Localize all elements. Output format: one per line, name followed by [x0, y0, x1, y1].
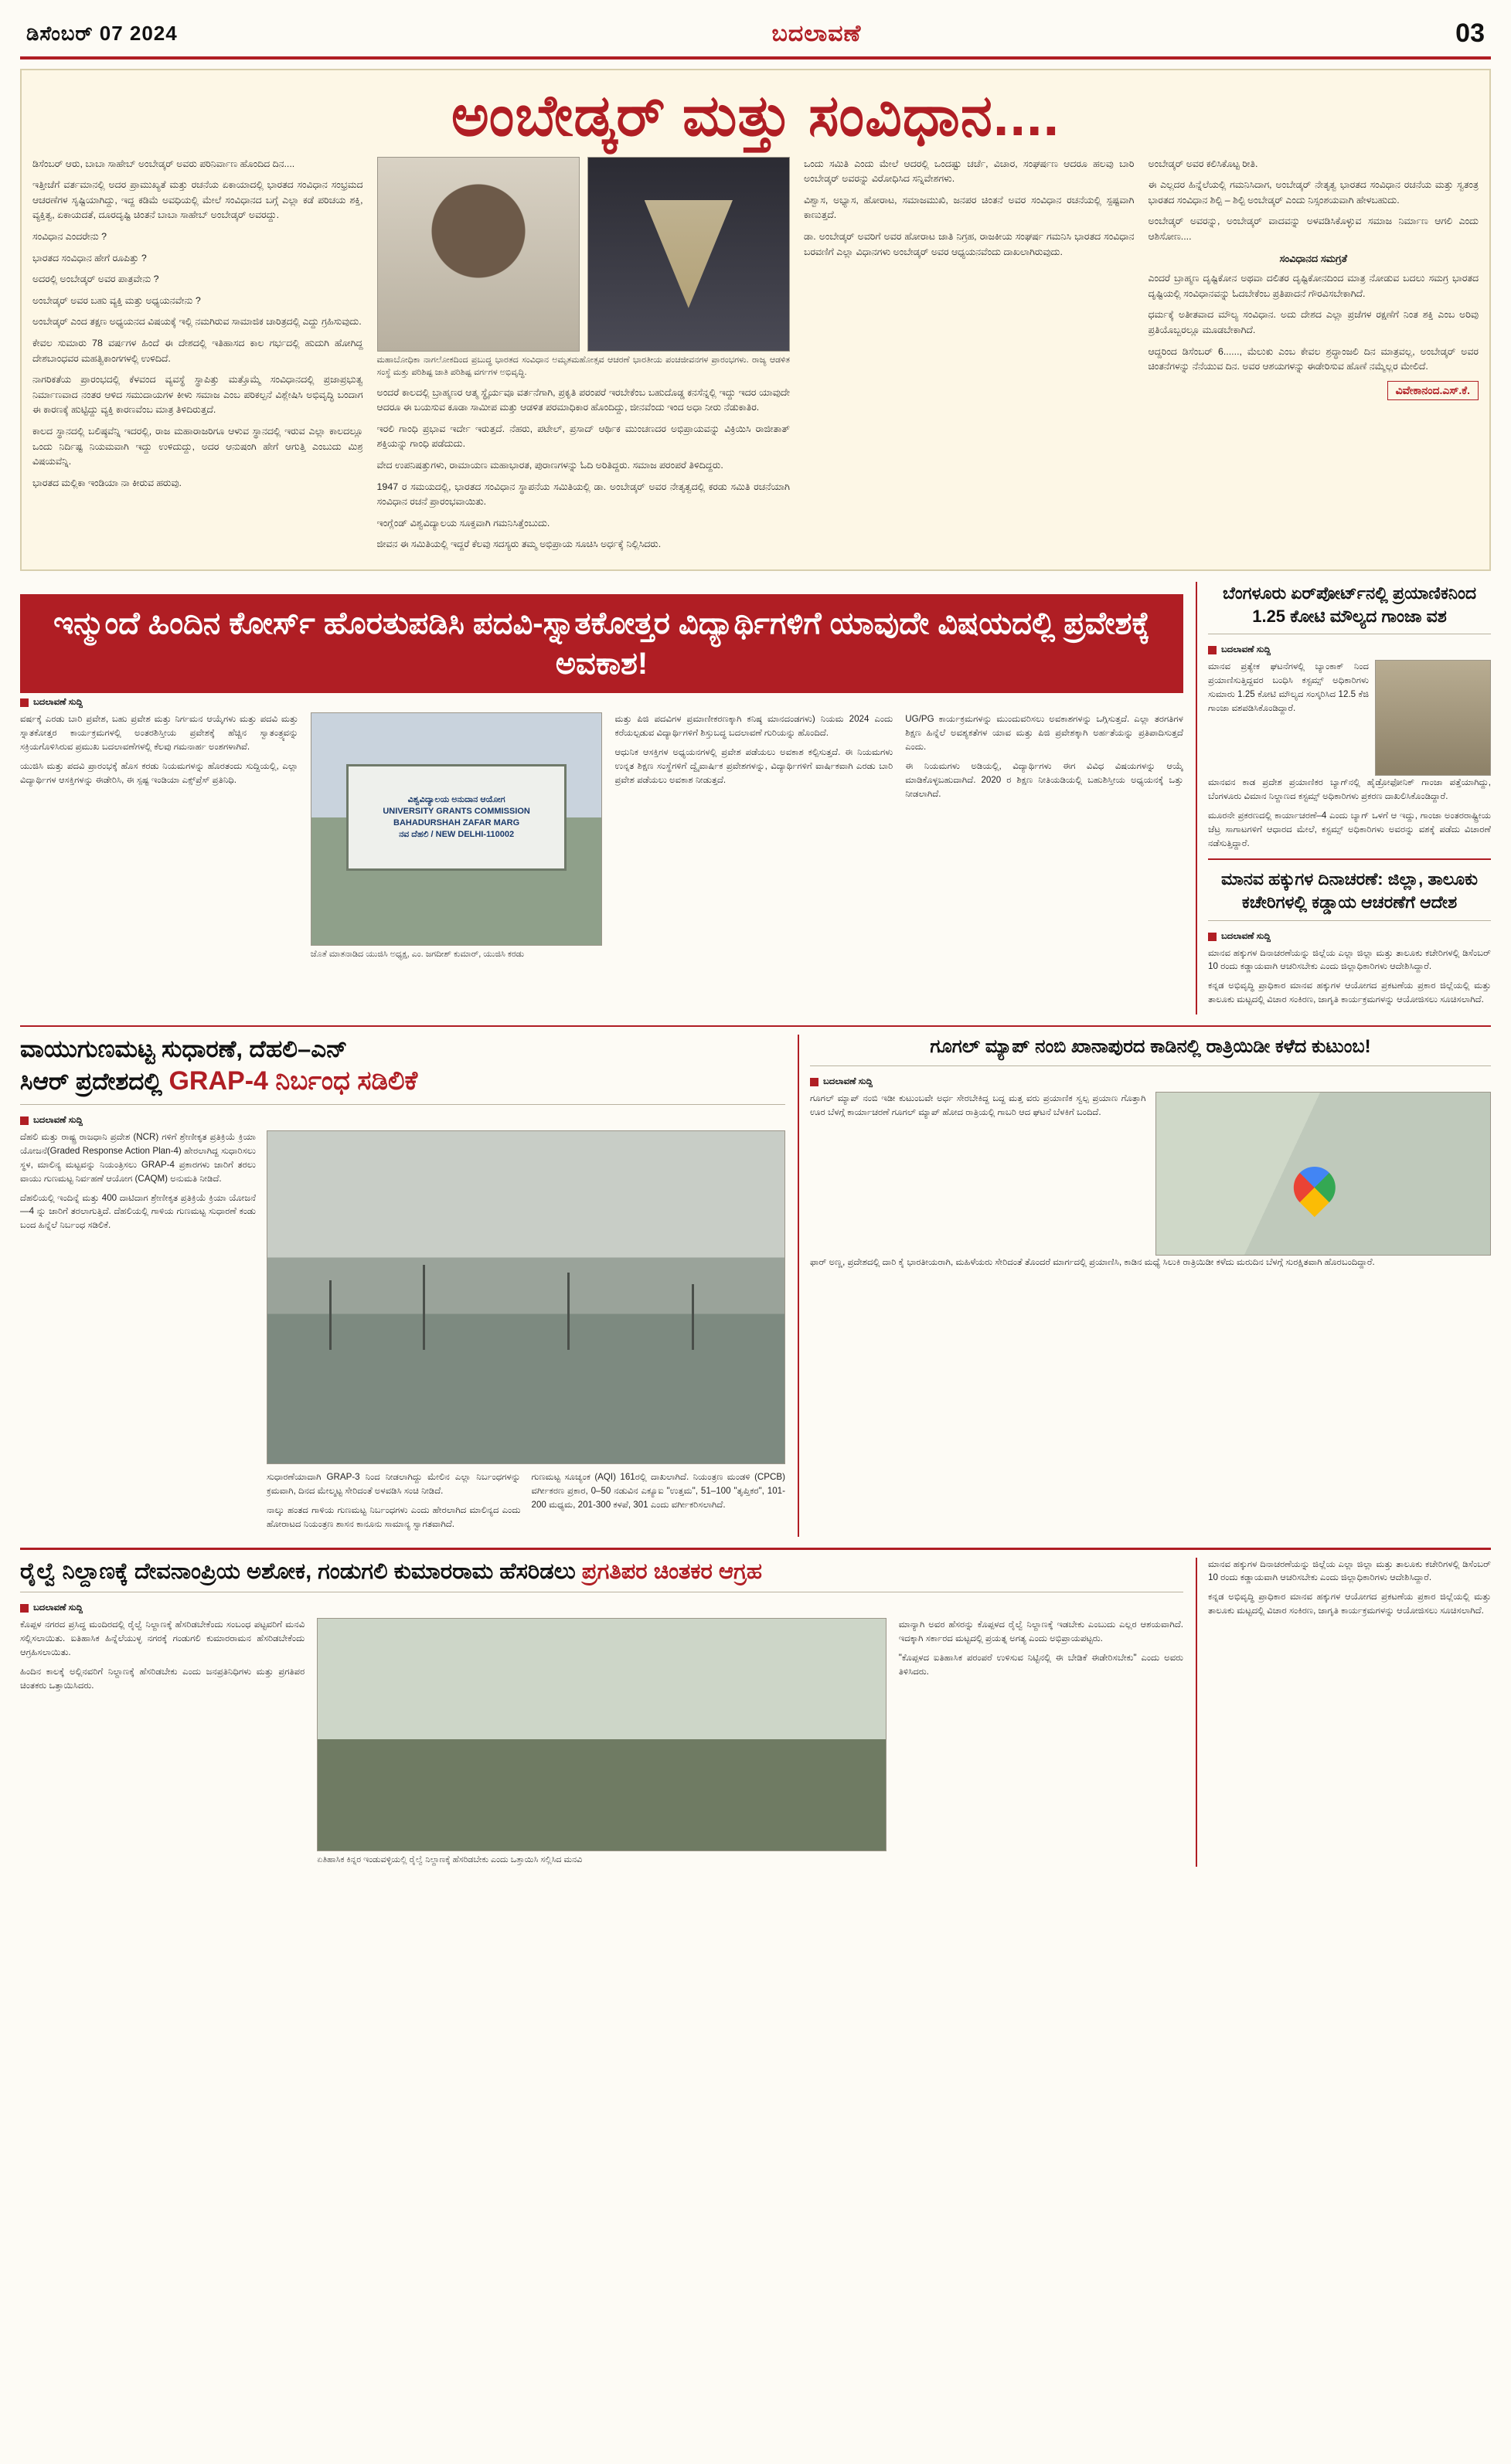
lead-col1-p8: ಕೇವಲ ಸುಮಾರು 78 ವರ್ಷಗಳ ಹಿಂದೆ ಈ ದೇಶದಲ್ಲಿ ಇತಿಹಾಸದ ಕಾಲ ಗರ್ಭದಲ್ಲಿ ಹುದುಗಿ ಹೋಗಿದ್ದ ದೇಶಬಾಂಧವರ ಮಹತ್ವಿಕಾಂಗಗಳಲ್ಲಿ ಉಳಿದಿದೆ.	[32, 338, 363, 364]
ganja-source-tag	[1208, 645, 1271, 655]
human-rights-source-tag	[1208, 932, 1271, 942]
byline	[1148, 381, 1479, 400]
lead-article	[20, 69, 1491, 571]
map-pin-icon	[1285, 1158, 1343, 1217]
lead-col4-p6: ಆದ್ದರಿಂದ ಡಿಸೆಂಬರ್ 6......, ಮೆಲುಕು ಎಂಬ ಕೇವಲ ಶ್ರದ್ಧಾಂಜಲಿ ದಿನ ಮಾತ್ರವಲ್ಲ, ಅಂಬೇಡ್ಕರ್ ಅವರ ಚಿಂತನೆಗಳನ್ನು ನೆನೆಯುವ ದಿನ. ಅವರ ಆಶಯಗಳನ್ನು ಈಡೇರಿಸುವ ಹೊಣೆ ನಮ್ಮೆಲ್ಲರ ಮೇಲಿದೆ.	[1148, 345, 1479, 372]
lead-col1-p4: ಭಾರತದ ಸಂವಿಧಾನ ಹೇಗೆ ರೂಪಿತ್ತು ?	[32, 252, 147, 263]
railway-headline-accent: ಪ್ರಗತಿಪರ ಚಿಂತಕರ ಆಗ್ರಹ	[581, 1558, 763, 1584]
railway-article	[20, 1558, 1183, 1867]
grap-gmap-row	[20, 1025, 1491, 1536]
ganja-col1-p1: ಮಾನವ ಪ್ರತ್ಯೇಕ ಘಟನೆಗಳಲ್ಲಿ ಬ್ಯಾಂಕಾಕ್ ನಿಂದ ಪ್ರಯಾಣಿಸುತ್ತಿದ್ದವರ ಬಂಧಿಸಿ ಕಸ್ಟಮ್ಸ್ ಅಧಿಕಾರಿಗಳು ಸುಮಾರು 1.25 ಕೋಟಿ ಮೌಲ್ಯದ ಸಂಸ್ಕರಿಸಿದ 12.5 ಕೆಜಿ ಗಾಂಜಾ ವಶಪಡಿಸಿಕೊಂಡಿದ್ದಾರೆ.	[1208, 661, 1369, 714]
ugc-col3-p2: ಈ ನಿಯಮಗಳು ಅಡಿಯಲ್ಲಿ, ವಿದ್ಯಾರ್ಥಿಗಳು ಈಗ ವಿವಿಧ ವಿಷಯಗಳನ್ನು ಆಯ್ಕೆ ಮಾಡಿಕೊಳ್ಳಬಹುದಾಗಿದೆ. 2020 ರ ಶಿಕ್ಷಣ ನೀತಿಯಡಿಯಲ್ಲಿ ಬಹುಶಿಸ್ತೀಯ ಅಧ್ಯಯನಕ್ಕೆ ಒತ್ತು ನೀಡಲಾಗಿದೆ.	[905, 760, 1183, 799]
byline-name: ವಿವೇಕಾನಂದ.ಎಸ್.ಕೆ.	[1387, 381, 1479, 400]
railway-col2-p1: ಮಾನ್ಯಾಗಿ ಅವರ ಹೆಸರನ್ನು ಕೊಪ್ಪಳದ ರೈಲ್ವೆ ನಿಲ್ದಾಣಕ್ಕೆ ಇಡಬೇಕು ಎಂಬುದು ಎಲ್ಲರ ಆಶಯವಾಗಿದೆ. ಇದಕ್ಕಾಗಿ ಸರ್ಕಾರದ ಮಟ್ಟದಲ್ಲಿ ಪ್ರಯತ್ನ ಅಗತ್ಯ ಎಂದು ಅಭಿಪ್ರಾಯಪಟ್ಟರು.	[898, 1619, 1183, 1643]
human-rights-source-label: ಬದಲಾವಣೆ ಸುದ್ದಿ	[1221, 931, 1271, 941]
hr-cont-p2: ಕನ್ನಡ ಅಭಿವೃದ್ಧಿ ಪ್ರಾಧಿಕಾರ ಮಾನವ ಹಕ್ಕುಗಳ ಆಯೋಗದ ಪ್ರಕಟಣೆಯ ಪ್ರಕಾರ ಜಿಲ್ಲೆಯಲ್ಲಿ ಮತ್ತು ತಾಲೂಕು ಮಟ್ಟದಲ್ಲಿ ವಿಚಾರ ಸಂಕಿರಣ, ಜಾಗೃತಿ ಕಾರ್ಯಕ್ರಮಗಳನ್ನು ಆಯೋಜಿಸಲು ಸೂಚಿಸಲಾಗಿದೆ.	[1208, 1592, 1491, 1616]
lead-col1-p6: ಅಂಬೇಡ್ಕರ್ ಅವರ ಬಹು ವ್ಯಕ್ತಿ ಮತ್ತು ಅಧ್ಯಯನವೇನು ?	[32, 294, 201, 306]
grap-cyclists-photo	[267, 1130, 785, 1464]
grap-col3-p1: ಗುಣಮಟ್ಟ ಸೂಚ್ಯಂಕ (AQI) 161ರಲ್ಲಿ ದಾಖಲಾಗಿದೆ. ನಿಯಂತ್ರಣ ಮಂಡಳಿ (CPCB) ವರ್ಗೀಕರಣ ಪ್ರಕಾರ, 0–50 ನಡುವಿನ ಎಕ್ಯೂಐ "ಉತ್ತಮ", 51–100 "ತೃಪ್ತಿಕರ", 101-200 ಮಧ್ಯಮ, 201-300 ಕಳಪೆ, 301 ಎಂದು ವರ್ಗೀಕರಿಸಲಾಗಿದೆ.	[531, 1471, 785, 1510]
constitution-book-photo	[587, 157, 790, 352]
railway-right-continuation	[1196, 1558, 1491, 1867]
lead-col4-p2: ಈ ಎಲ್ಲದರ ಹಿನ್ನೆಲೆಯಲ್ಲಿ ಗಮನಿಸಿದಾಗ, ಅಂಬೇಡ್ಕರ್ ನೇತೃತ್ವ ಭಾರತದ ಸಂವಿಧಾನ ರಚನೆಯ ಮತ್ತು ಸ್ವತಂತ್ರ ಭಾರತದ ಸಂವಿಧಾನ ಶಿಲ್ಪಿ – ಶಿಲ್ಪಿ ಅಂಬೇಡ್ಕರ್ ಎಂದು ನಿಸ್ಸಂಶಯವಾಗಿ ಹೇಳಬಹುದು.	[1148, 179, 1479, 206]
ugc-col1-p2: ಯುಜಿಸಿ ಮತ್ತು ಪದವಿ ಪ್ರಾರಂಭಕ್ಕೆ ಹೊಸ ಕರಡು ನಿಯಮಗಳನ್ನು ಹೊರತಂದು ಸುದ್ದಿಯಲ್ಲಿ, ಎಲ್ಲಾ ವಿದ್ಯಾರ್ಥಿಗಳ ಆಸಕ್ತಿಗಳನ್ನು ಈಡೇರಿಸಿ, ಈ ಸ್ಪಷ್ಟ ಇಂಡಿಯಾ ಎಕ್ಸ್‌ಪ್ರೆಸ್ ಪ್ರತಿನಿಧಿ.	[20, 760, 298, 785]
mid-section	[20, 582, 1491, 1014]
lead-photo-caption: ಮಹಾಬೋಧಿಕಾ ನಾಗಲೋಕದಿಂದ ಪ್ರಬುದ್ಧ ಭಾರತದ ಸಂವಿಧಾನ ಅಮೃತಮಹೋತ್ಸವ ಆಚರಣೆ ಭಾರತೀಯ ಪಂಚಜೀವನಗಳ ಪ್ರಾರಂಭಗಳು. ರಾಜ್ಯ ಆಡಳಿತ ಸಂಸ್ಥೆ ಮತ್ತು ಪರಿಶಿಷ್ಟ ಜಾತಿ ಪರಿಶಿಷ್ಟ ವರ್ಗಗಳ ಅಭಿವೃದ್ಧಿ.	[376, 355, 790, 377]
lead-col1-p5: ಅದರಲ್ಲಿ ಅಂಬೇಡ್ಕರ್ ಅವರ ಪಾತ್ರವೇನು ?	[32, 274, 159, 285]
railway-headline-main: ರೈಲ್ವೆ ನಿಲ್ದಾಣಕ್ಕೆ ದೇವನಾಂಪ್ರಿಯ ಅಶೋಕ, ಗಂಡುಗಲಿ ಕುಮಾರರಾಮ ಹೆಸರಿಡಲು	[20, 1558, 576, 1584]
gmap-source-tag	[810, 1077, 873, 1087]
grap-source-label: ಬದಲಾವಣೆ ಸುದ್ದಿ	[33, 1115, 83, 1125]
railway-source-label: ಬದಲಾವಣೆ ಸುದ್ದಿ	[33, 1602, 83, 1613]
grap-headline	[20, 1035, 785, 1097]
ugc-signboard-photo	[311, 712, 603, 946]
grap-source-tag	[20, 1116, 83, 1126]
ugc-col3-p1: UG/PG ಕಾರ್ಯಕ್ರಮಗಳನ್ನು ಮುಂದುವರಿಸಲು ಅವಕಾಶಗಳನ್ನು ಒಗ್ಗಿಸುತ್ತದೆ. ಎಲ್ಲಾ ತರಗತಿಗಳ ಶಿಕ್ಷಣ ಹಿನ್ನೆಲೆ ಅವಶ್ಯಕತೆಗಳ ಯಾವ ಮತ್ತು ಪಿಜಿ ಪ್ರವೇಶಕ್ಕಾಗಿ ಅರ್ಹತೆಯನ್ನು ಪ್ರತಿಪಾದಿಸುತ್ತದೆ ಎಂದು.	[905, 713, 1183, 752]
ugc-col2-p1: ಮತ್ತು ಪಿಜಿ ಪದವಿಗಳ ಪ್ರಮಾಣೀಕರಣಕ್ಕಾಗಿ ಕನಿಷ್ಠ ಮಾನದಂಡಗಳು) ನಿಯಮ 2024 ಎಂದು ಕರೆಯಲ್ಪಡುವ ವಿದ್ಯಾರ್ಥಿಗಳಿಗೆ ಶಿಸ್ತುಬದ್ಧ ಬದಲಾವಣೆ ಗುರಿಯನ್ನು ಹೊಂದಿದೆ.	[614, 713, 893, 738]
lead-col3-p3: ಡಾ. ಅಂಬೇಡ್ಕರ್ ಅವರಿಗೆ ಅವರ ಹೋರಾಟ ಜಾತಿ ನಿಗ್ರಹ, ರಾಜಕೀಯ ಸಂಘರ್ಷ ಗಮನಿಸಿ ಭಾರತದ ಸಂವಿಧಾನ ಬರವಣಿಗೆ ಎಲ್ಲಾ ವಿಧಾನಗಳು ಅಂಬೇಡ್ಕರ್ ಅವರ ಆಧ್ಯಯನವೆಂದು ದಾಖಲಾಗಿರುವುದು.	[803, 231, 1135, 257]
railway-section	[20, 1548, 1491, 1867]
lead-col2-p6: ಜೀವನ ಈ ಸಮಿತಿಯಲ್ಲಿ ಇದ್ದರೆ ಕೆಲವು ಸದಸ್ಯರು ತಮ್ಮ ಅಭಿಪ್ರಾಯ ಸೂಚಿಸಿ ಅರ್ಧಕ್ಕೆ ನಿಲ್ಲಿಸಿದರು.	[376, 539, 662, 550]
ganja-article	[1208, 582, 1491, 851]
railway-source-tag	[20, 1603, 83, 1613]
lead-col4-p1: ಅಂಬೇಡ್ಕರ್ ಅವರ ಕಲಿಸಿಕೊಟ್ಟ ರೀತಿ.	[1148, 158, 1258, 169]
grap-col2-p2: ನಾಲ್ಕು ಹಂತದ ಗಾಳಿಯ ಗುಣಮಟ್ಟ ನಿರ್ಬಂಧಗಳು ಎಂದು ಹೇರಲಾಗಿದ ಮಾಲಿನ್ಯದ ಎಂದು ಹೋರಾಟದ ನಿಯಂತ್ರಣ ಶಾಸನ ಕಾನೂನು ಸಾಮಾನ್ಯ ಸ್ವಾಗತವಾಗಿದೆ.	[267, 1504, 521, 1529]
ambedkar-portrait-photo	[377, 157, 580, 352]
ugc-col1-p1: ವರ್ಷಕ್ಕೆ ಎರಡು ಬಾರಿ ಪ್ರವೇಶ, ಬಹು ಪ್ರವೇಶ ಮತ್ತು ನಿರ್ಗಮನ ಆಯ್ಕೆಗಳು ಮತ್ತು ಪದವಿ ಮತ್ತು ಸ್ನಾತಕೋತ್ತರ ಕಾರ್ಯಕ್ರಮಗಳಲ್ಲಿ ಅಂತರಶಿಸ್ತೀಯ ಪ್ರವೇಶಕ್ಕೆ ಹೆಚ್ಚಿನ ಸ್ವಾತಂತ್ರ್ಯವನ್ನು ಸಕ್ರಿಯಗೊಳಿಸಿರುವ ಪ್ರಮುಖ ಬದಲಾವಣೆಗಳಲ್ಲಿ ಕೆಲವು ಗಮನಾರ್ಹ ಅಂಶಗಳಾಗಿವೆ.	[20, 713, 298, 752]
gmap-col1-p2: ಫಾರ್ ಅಣ್ಣ, ಪ್ರದೇಶದಲ್ಲಿ ದಾರಿ ಕೈ ಭಾರತೀಯರಾಗಿ, ಮಹಿಳೆಯರು ಸೇರಿದಂತೆ ತೊಂದರೆ ಮಾರ್ಗದಲ್ಲಿ ಪ್ರಯಾಣಿಸಿ, ಕಾಡಿನ ಮಧ್ಯೆ ಸಿಲುಕಿ ರಾತ್ರಿಯಿಡೀ ಕಳೆದು ಮರುದಿನ ಬೆಳಗ್ಗೆ ಸುರಕ್ಷಿತವಾಗಿ ಹೊರಬಂದಿದ್ದಾರೆ.	[810, 1256, 1375, 1267]
human-rights-headline: ಮಾನವ ಹಕ್ಕುಗಳ ದಿನಾಚರಣೆ: ಜಿಲ್ಲಾ, ತಾಲೂಕು ಕಚೇರಿಗಳಲ್ಲಿ ಕಡ್ಡಾಯ ಆಚರಣೆಗೆ ಆದೇಶ	[1221, 869, 1478, 912]
gmap-screenshot-photo	[1155, 1092, 1492, 1256]
ganja-col1-p3: ಮೂರನೇ ಪ್ರಕರಣದಲ್ಲಿ ಕಾರ್ಯಾಚರಣೆ–4 ಎಂದು ಬ್ಯಾಗ್ ಒಳಗೆ ಆ ಇದ್ದು, ಗಾಂಜಾ ಅಂತರರಾಷ್ಟ್ರೀಯ ಜೆಟ್ರ ಸಾಗಾಟಗಳಿಗೆ ಆಧಾರದ ಮೇಲೆ, ಕಸ್ಟಮ್ಸ್ ಅಧಿಕಾರಿಗಳು ಅವರನ್ನು ವಶಕ್ಕೆ ಪಡೆದು ವಿಚಾರಣೆ ನಡೆಸುತ್ತಿದ್ದಾರೆ.	[1208, 811, 1491, 849]
ugc-board-line4: ನವ ದೆಹಲಿ / NEW DELHI-110002	[399, 829, 515, 839]
lead-col1-p1: ಡಿಸೆಂಬರ್ ಆರು, ಬಾಬಾ ಸಾಹೇಬ್ ಅಂಬೇಡ್ಕರ್ ಅವರು ಪರಿನಿರ್ವಾಣ ಹೊಂದಿದ ದಿನ....	[32, 158, 295, 169]
grap-col1-p2: ದೆಹಲಿಯಲ್ಲಿ ಇಂದಿನ್ನೆ ಮತ್ತು 400 ದಾಟಿದಾಗ ಶ್ರೇಣೀಕೃತ ಪ್ರತಿಕ್ರಿಯೆ ಕ್ರಿಯಾ ಯೋಜನೆ—4 ನ್ನು ಜಾರಿಗೆ ತರಲಾಗುತ್ತಿದೆ. ದೆಹಲಿಯಲ್ಲಿ ಗಾಳಿಯ ಗುಣಮಟ್ಟ ಸುಧಾರಣೆ ಕಂಡು ಬಂದ ಹಿನ್ನೆಲೆ ನಿರ್ಬಂಧ ಸಡಿಲಿಕೆ.	[20, 1192, 256, 1231]
ugc-source-label: ಬದಲಾವಣೆ ಸುದ್ದಿ	[33, 697, 83, 707]
lead-col2-p4: 1947 ರ ಸಮಯದಲ್ಲಿ, ಭಾರತದ ಸಂವಿಧಾನ ಸ್ಥಾಪನೆಯ ಸಮಿತಿಯಲ್ಲಿ ಡಾ. ಅಂಬೇಡ್ಕರ್ ಅವರ ನೇತೃತ್ವದಲ್ಲಿ ಕರಡು ಸಮಿತಿ ರಚನೆಯಾಗಿ ಸಂವಿಧಾನ ರಚನೆ ಪ್ರಾರಂಭವಾಯಿತು.	[376, 481, 790, 508]
newspaper-brand: ಬದಲಾವಣೆ	[771, 20, 862, 46]
publication-date: ಡಿಸೆಂಬರ್ 07 2024	[26, 21, 178, 45]
grap-headline-line1: ವಾಯುಗುಣಮಟ್ಟ ಸುಧಾರಣೆ, ದೆಹಲಿ–ಎನ್	[20, 1035, 348, 1063]
source-marker-icon	[20, 1116, 29, 1125]
lead-col3-p1: ಒಂದು ಸಮಿತಿ ಎಂದು ಮೇಲೆ ಆದರಲ್ಲಿ ಒಂದಷ್ಟು ಚರ್ಚೆ, ವಿಚಾರ, ಸಂಘರ್ಷಣ ಆದರೂ ಹಲವು ಬಾರಿ ಅಂಬೇಡ್ಕರ್ ಅವರನ್ನು ವಿರೋಧಿಸಿದ ಸನ್ನಿವೇಶಗಳು.	[803, 158, 1135, 185]
lead-col3-p2: ವಿಶ್ವಾಸ, ಅಭ್ಯಾಸ, ಹೋರಾಟ, ಸಮಾಜಮುಖಿ, ಜನಪರ ಚಿಂತನೆ ಅವರ ಸಂವಿಧಾನ ರಚನೆಯಲ್ಲಿ ಸ್ಪಷ್ಟವಾಗಿ ಕಾಣುತ್ತದೆ.	[803, 194, 1135, 221]
page-number: 03	[1455, 19, 1485, 48]
ugc-source-tag	[20, 698, 83, 708]
grap-col1-p1: ದೆಹಲಿ ಮತ್ತು ರಾಷ್ಟ್ರ ರಾಜಧಾನಿ ಪ್ರದೇಶ (NCR) ಗಳಿಗೆ ಶ್ರೇಣೀಕೃತ ಪ್ರತಿಕ್ರಿಯೆ ಕ್ರಿಯಾ ಯೋಜನೆ(Graded Response Action Plan-4) ಹೇರಲಾಗಿದ್ದ ಸುಧಾರಿಸಲು ಸ್ಥಳ, ಮಾಲಿನ್ಯ ಮಟ್ಟವನ್ನು ನಿಯಂತ್ರಿಸಲು GRAP-4 ಪ್ರಕಾರಗಳು ಜಾರಿಗೆ ತರಲು ವಾಯು ಗುಣಮಟ್ಟ ನಿರ್ವಹಣೆ ಆಯೋಗ (CAQM) ಅನುಮತಿ ನೀಡಿದೆ.	[20, 1131, 256, 1184]
lead-col2-p1: ಅಂದರೆ ಕಾಲದಲ್ಲಿ ಬ್ರಾಹ್ಮಣರ ಆತ್ಮ ಸ್ಥೈರ್ಯವೂ ವರ್ತನೆಗಾಗಿ, ಪ್ರಕೃತಿ ಪರಂಪರೆ ಇರಬೇಕೆಂಬ ಬಹುದೊಡ್ಡ ಕನಸೆನ್ನಲ್ಲಿ ಇದ್ದು ಇದರ ಯಾವುದೇ ಆದರೂ ಈ ಬಯಸುವ ಕೂಡಾ ಸಾಮೀಪ ಮತ್ತು ಆಡಳಿತ ಪರಮಾಧಿಕಾರ ಹೊಂದಿದ್ದು, ಜೀನವೆಂದು ಇಂದ ಅಧಾ ನೀರು ನೆಡುಕಾತಿರ.	[376, 386, 790, 413]
hr-cont-p1: ಮಾನವ ಹಕ್ಕುಗಳ ದಿನಾಚರಣೆಯನ್ನು ಜಿಲ್ಲೆಯ ಎಲ್ಲಾ ಜಿಲ್ಲಾ ಮತ್ತು ತಾಲೂಕು ಕಚೇರಿಗಳಲ್ಲಿ ಡಿಸೆಂಬರ್ 10 ರಂದು ಕಡ್ಡಾಯವಾಗಿ ಆಚರಿಸಬೇಕು ಎಂದು ಜಿಲ್ಲಾಧಿಕಾರಿಗಳು ಆದೇಶಿಸಿದ್ದಾರೆ.	[1208, 1558, 1491, 1583]
lead-col4-p4: ಎಂದರೆ ಬ್ರಾಹ್ಮಣ ದೃಷ್ಟಿಕೋನ ಅಥವಾ ದಲಿತರ ದೃಷ್ಟಿಕೋನದಿಂದ ಮಾತ್ರ ನೋಡುವ ಬದಲು ಸಮಗ್ರ ಭಾರತದ ದೃಷ್ಟಿಯಲ್ಲಿ ಸಂವಿಧಾನವನ್ನು ಓದಬೇಕೆಂಬ ಪ್ರತಿಪಾದನೆ ಗೌರವಿಸಬೇಕಾಗಿದೆ.	[1148, 273, 1479, 299]
railway-group-photo	[317, 1618, 887, 1851]
human-rights-article	[1208, 858, 1491, 1007]
source-marker-icon	[1208, 646, 1217, 654]
railway-col1-p2: ಹಿಂದಿನ ಕಾಲಕ್ಕೆ ಅಲ್ಲಿನವರಿಗೆ ನಿಲ್ದಾಣಕ್ಕೆ ಹೆಸರಿಡಬೇಕು ಎಂದು ಜನಪ್ರತಿನಿಧಿಗಳು ಮತ್ತು ಪ್ರಗತಿಪರ ಚಿಂತಕರು ಒತ್ತಾಯಿಸಿದರು.	[20, 1666, 305, 1691]
right-rail	[1196, 582, 1491, 1014]
source-marker-icon	[20, 698, 29, 707]
source-marker-icon	[20, 1604, 29, 1613]
lead-col2-p5: ಇಂಗ್ಲೆಂಡ್ ವಿಶ್ವವಿದ್ಯಾಲಯ ಸೂಕ್ತವಾಗಿ ಗಮನಿಸಿತ್ತೆಂಬುದು.	[376, 517, 550, 528]
gmap-source-label: ಬದಲಾವಣೆ ಸುದ್ದಿ	[823, 1076, 873, 1086]
lead-col1-p3: ಸಂವಿಧಾನ ಎಂದರೇನು ?	[32, 231, 107, 243]
lead-col1-p7: ಅಂಬೇಡ್ಕರ್ ಎಂದ ತಕ್ಷಣ ಅಧ್ಯಯನದ ವಿಷಯಕ್ಕೆ ಇಲ್ಲಿ ನಮಗಿರುವ ಸಾಮಾಜಿಕ ಚಾರಿತ್ರದಲ್ಲಿ ಎದ್ದು ಗ್ರಹಿಸುವುದು.	[32, 316, 362, 328]
grap-article	[20, 1035, 785, 1536]
lead-col2-p2: ಇರಲಿ ಗಾಂಧಿ ಪ್ರಭಾವ ಇರ್ದೇ ಇರುತ್ತದೆ. ನೆಹರು, ಪಟೇಲ್, ಪ್ರಸಾದ್ ಆರ್ಥಿಕ ಮುಂಚಣದರ ಅಭಿಪ್ರಾಯವನ್ನು ವಿಕ್ರಿಯಿಸಿ ರಾಜೀತಾತ್ ಶಕ್ತಿಯನ್ನು ಗಾಂಧಿ ಪಡೆದುದು.	[376, 423, 790, 450]
ugc-photo-caption: ಜೊತೆ ಮಾತನಾಡಿದ ಯುಜಿಸಿ ಅಧ್ಯಕ್ಷ, ಎಂ. ಜಗದೀಶ್ ಕುಮಾರ್, ಯುಜಿಸಿ ಕರಡು	[310, 949, 525, 959]
ganja-col1-p2: ಮಾನವನ ಕಾಡ ಪ್ರದೇಶ ಪ್ರಯಾಣಿಕರ ಬ್ಯಾಗ್‌ನಲ್ಲಿ ಹೈಡ್ರೋಫೋನಿಕ್ ಗಾಂಜಾ ಪತ್ತೆಯಾಗಿದ್ದು, ಬೆಂಗಳೂರು ವಿಮಾನ ನಿಲ್ದಾಣದ ಕಸ್ಟಮ್ಸ್ ಅಧಿಕಾರಿಗಳು ಪ್ರಕರಣ ದಾಖಲಿಸಿಕೊಂಡಿದ್ದಾರೆ.	[1208, 777, 1491, 802]
railway-headline	[20, 1558, 1183, 1585]
lead-col4-p3: ಅಂಬೇಡ್ಕರ್ ಅವರನ್ನು, ಅಂಬೇಡ್ಕರ್ ವಾದವನ್ನು ಅಳವಡಿಸಿಕೊಳ್ಳುವ ಸಮಾಜ ನಿರ್ಮಾಣ ಆಗಲಿ ಎಂದು ಆಶಿಸೋಣ....	[1148, 216, 1479, 243]
gmap-article	[798, 1035, 1491, 1536]
lead-col1-p2: ಇತ್ತೀಚೆಗೆ ವರ್ತಮಾನಲ್ಲಿ ಅದರ ಪ್ರಾಮುಖ್ಯತೆ ಮತ್ತು ರಚನೆಯ ಏಕಾಯಾದಲ್ಲಿ ಭಾರತದ ಸಂವಿಧಾನ ಸಂಭ್ರಮದ ಆಚರಣೆಗಳ ಸೃಷ್ಟಿಯಾಗಿದ್ದು, ಇದ್ದ ಕಡಿಮೆ ಅವಧಿಯಲ್ಲಿ ಮೇಲೆ ಸಂವಿಧಾನದ ಬಗ್ಗೆ ಎಲ್ಲಾ ಕಡೆ ಪರಿಚಯ ಶಕ್ತಿ, ವ್ಯಕ್ತಿತ್ವ, ಏಕಾಯದತೆ, ದೂರದೃಷ್ಟಿ ಚಿಂತನೆ ಬಾಬಾ ಸಾಹೇಬ್ ಅಂಬೇಡ್ಕರ್ ಅವರದ್ದು.	[32, 179, 363, 221]
hr-col1-p2: ಕನ್ನಡ ಅಭಿವೃದ್ಧಿ ಪ್ರಾಧಿಕಾರ ಮಾನವ ಹಕ್ಕುಗಳ ಆಯೋಗದ ಪ್ರಕಟಣೆಯ ಪ್ರಕಾರ ಜಿಲ್ಲೆಯಲ್ಲಿ ಮತ್ತು ತಾಲೂಕು ಮಟ್ಟದಲ್ಲಿ ವಿಚಾರ ಸಂಕಿರಣ, ಜಾಗೃತಿ ಕಾರ್ಯಕ್ರಮಗಳನ್ನು ಆಯೋಜಿಸಲು ಸೂಚಿಸಲಾಗಿದೆ.	[1208, 981, 1491, 1005]
ugc-article	[20, 582, 1183, 1014]
ugc-board-line3: BAHADURSHAH ZAFAR MARG	[393, 817, 520, 828]
lead-col1-p11: ಭಾರತದ ಮಲ್ಲಿಕಾ ಇಂಡಿಯಾ ನಾ ಕೀರುವ ಹರುವು.	[32, 477, 182, 488]
ugc-board-line2: UNIVERSITY GRANTS COMMISSION	[383, 807, 530, 817]
source-marker-icon	[1208, 933, 1217, 941]
source-marker-icon	[810, 1078, 818, 1086]
lead-subheading: ಸಂವಿಧಾನದ ಸಮಗ್ರತೆ	[1279, 252, 1347, 264]
railway-col1-p1: ಕೊಪ್ಪಳ ನಗರದ ಪ್ರಸಿದ್ಧ ಮಂದಿರದಲ್ಲಿ ರೈಲ್ವೆ ನಿಲ್ದಾಣಕ್ಕೆ ಹೆಸರಿಡಬೇಕೆಂದು ಸಂಬಂಧ ಪಟ್ಟವರಿಗೆ ಮನವಿ ಸಲ್ಲಿಸಲಾಯಿತು. ಐತಿಹಾಸಿಕ ಹಿನ್ನೆಲೆಯುಳ್ಳ ನಗರಕ್ಕೆ ಗಂಡುಗಲಿ ಕುಮಾರರಾಮನ ಹೆಸರಿಡಬೇಕೆಂದು ಆಗ್ರಹಿಸಲಾಯಿತು.	[20, 1619, 305, 1657]
ugc-col2-p2: ಆಧುನಿಕ ಆಸಕ್ತಿಗಳ ಅಧ್ಯಯನಗಳಲ್ಲಿ ಪ್ರವೇಶ ಪಡೆಯಲು ಅವಕಾಶ ಕಲ್ಪಿಸುತ್ತದೆ. ಈ ನಿಯಮಗಳು ಉನ್ನತ ಶಿಕ್ಷಣ ಸಂಸ್ಥೆಗಳಿಗೆ ದ್ವೈವಾರ್ಷಿಕ ಪ್ರವೇಶಗಳನ್ನು, ವಿದ್ಯಾರ್ಥಿಗಳಿಗೆ ವಾರ್ಷಿಕವಾಗಿ ಎರಡು ಬಾರಿ ಪ್ರವೇಶ ಪಡೆಯಲು ಅವಕಾಶ ನೀಡುತ್ತದೆ.	[614, 746, 893, 785]
hr-col1-p1: ಮಾನವ ಹಕ್ಕುಗಳ ದಿನಾಚರಣೆಯನ್ನು ಜಿಲ್ಲೆಯ ಎಲ್ಲಾ ಜಿಲ್ಲಾ ಮತ್ತು ತಾಲೂಕು ಕಚೇರಿಗಳಲ್ಲಿ ಡಿಸೆಂಬರ್ 10 ರಂದು ಕಡ್ಡಾಯವಾಗಿ ಆಚರಿಸಬೇಕು ಎಂದು ಜಿಲ್ಲಾಧಿಕಾರಿಗಳು ಆದೇಶಿಸಿದ್ದಾರೆ.	[1208, 947, 1491, 972]
gmap-col1-p1: ಗೂಗಲ್ ಮ್ಯಾಪ್ ನಂಬಿ ಇಡೀ ಕುಟುಂಬವೇ ಅರ್ಧ ಸೇರಬೇಕಿದ್ದ ಬದ್ದ ಮತ್ತ ವರು ಪ್ರಯಾಣಿಕ ಸ್ವಲ್ಪ ಪ್ರಯಾಣ ಗೊತ್ತಾಗಿ ಊರ ಬೆಳಗ್ಗೆ ಕಾರ್ಯಾಚರಣೆ ಗೂಗಲ್ ಮ್ಯಾಪ್ ಹೋದ ರಾತ್ರಿಯಲ್ಲಿ ಗಾಬರಿ ಆದ ಘಟನೆ ಬೆಳಕಿಗೆ ಬಂದಿದೆ.	[810, 1093, 1146, 1117]
ugc-board-line1: ವಿಶ್ವವಿದ್ಯಾಲಯ ಅನುದಾನ ಆಯೋಗ	[407, 795, 505, 805]
grap-col2-p1: ಸುಧಾರಣೆಯಾದಾಗಿ GRAP-3 ನಿಂದ ನೀಡಲಾಗಿದ್ದು ಮೇಲಿನ ಎಲ್ಲಾ ನಿರ್ಬಂಧಗಳನ್ನು ಕ್ರಮವಾಗಿ, ದಿನದ ಮೇಲ್ಮಟ್ಟ ಸೇರಿದಂತೆ ಅಳವಡಿಸಿ ಸಂಚಿ ನೀಡಿದೆ.	[267, 1471, 521, 1496]
lead-headline: ಅಂಬೇಡ್ಕರ್ ಮತ್ತು ಸಂವಿಧಾನ....	[451, 83, 1060, 148]
gmap-headline: ಗೂಗಲ್ ಮ್ಯಾಪ್ ನಂಬಿ ಖಾನಾಪುರದ ಕಾಡಿನಲ್ಲಿ ರಾತ್ರಿಯಿಡೀ ಕಳೆದ ಕುಟುಂಬ!	[930, 1036, 1371, 1058]
grap-headline-line2: ಸಿಆರ್ ಪ್ರದೇಶದಲ್ಲಿ	[20, 1068, 162, 1096]
ganja-source-label: ಬದಲಾವಣೆ ಸುದ್ದಿ	[1221, 645, 1271, 655]
railway-col2-p2: "ಕೊಪ್ಪಳದ ಐತಿಹಾಸಿಕ ಪರಂಪರೆ ಉಳಿಸುವ ನಿಟ್ಟಿನಲ್ಲಿ ಈ ಬೇಡಿಕೆ ಈಡೇರಿಸಬೇಕು" ಎಂದು ಅವರು ತಿಳಿಸಿದರು.	[898, 1652, 1183, 1677]
lead-col1-p9: ನಾಗರಿಕತೆಯ ಪ್ರಾರಂಭದಲ್ಲಿ ಕೆಳವಂದ ವ್ಯವಸ್ಥೆ ಸ್ಥಾಪಿತ್ತು ಮತ್ತೊಮ್ಮೆ ಸಂವಿಧಾನದಲ್ಲಿ ಪ್ರಜಾಪ್ರಭುತ್ವ ನಿರ್ಮಾಣವಾದ ನಂತರ ಆಳಿದ ಸಮುದಾಯಗಳ ಕೀಳು ಸಮಾಜ ಎಂಬ ಪರಿಕಲ್ಪನೆ ವಿಶ್ಲೇಷಿಸಿ ಅಭಿವೃದ್ಧಿ ಬಂದಾಗ ಈ ಕಾರಣಕ್ಕೆ ಹುಟ್ಟಿದ್ದು ವ್ಯಕ್ತಿ ಕಾರಣವೆಂಬ ಮಾತ್ರ ತಿಳಿದಿರುತ್ತದೆ.	[32, 374, 363, 416]
ganja-seizure-photo	[1375, 660, 1491, 776]
lead-col1-p10: ಕಾಲದ ಸ್ಥಾನದಲ್ಲಿ ಬಲಿಷ್ಠವೆನ್ನಿ ಇದರಲ್ಲಿ, ರಾಜ ಮಹಾರಾಜರಿಗೂ ಆಳುವ ಸ್ಥಾನದಲ್ಲಿ ಇರುವ ಎಲ್ಲಾ ಕಾಲದಲ್ಲೂ ಒಂದು ನಿರ್ದಿಷ್ಟ ನಿಯಮವಾಗಿ ಇದ್ದು ಉಳಿದುದ್ದು, ಅದರ ಆನುಷಂಗಿ ಹೇಗೆ ಆಗುತ್ತಿ ಎಂಬುದು ಮಿಶ್ರ ವಿಷಯವೆನ್ನಿ.	[32, 426, 363, 467]
ganja-headline: ಬೆಂಗಳೂರು ಏರ್‌ಪೋರ್ಟ್‌ನಲ್ಲಿ ಪ್ರಯಾಣಿಕನಿಂದ 1.25 ಕೋಟಿ ಮೌಲ್ಯದ ಗಾಂಜಾ ವಶ	[1222, 583, 1477, 626]
masthead	[20, 14, 1491, 59]
lead-col2-p3: ವೇದ ಉಪನಿಷತ್ತುಗಳು, ರಾಮಾಯಣ ಮಹಾಭಾರತ, ಪುರಾಣಗಳನ್ನು ಓದಿ ಅರಿತಿದ್ದರು. ಸಮಾಜ ಪರಂಪರೆ ತಿಳಿದಿದ್ದರು.	[376, 459, 723, 471]
ugc-banner-headline: ಇನ್ಮುಂದೆ ಹಿಂದಿನ ಕೋರ್ಸ್ ಹೊರತುಪಡಿಸಿ ಪದವಿ-ಸ್ನಾತಕೋತ್ತರ ವಿದ್ಯಾರ್ಥಿಗಳಿಗೆ ಯಾವುದೇ ವಿಷಯದಲ್ಲಿ ಪ್ರವೇಶಕ್ಕೆ ಅವಕಾಶ!	[20, 594, 1183, 693]
grap-headline-accent: GRAP-4 ನಿರ್ಬಂಧ ಸಡಿಲಿಕೆ	[168, 1066, 418, 1096]
lead-col4-p5: ಧರ್ಮಕ್ಕೆ ಅತೀತವಾದ ಮೌಲ್ಯ ಸಂವಿಧಾನ. ಅದು ದೇಶದ ಎಲ್ಲಾ ಪ್ರಜೆಗಳ ರಕ್ಷಣೆಗೆ ನಿಂತ ಶಕ್ತಿ ಎಂಬ ಅರಿವು ಪ್ರತಿಯೊಬ್ಬರಲ್ಲೂ ಮೂಡಬೇಕಾಗಿದೆ.	[1148, 309, 1479, 335]
railway-photo-caption: ಏತಿಹಾಸಿಕ ಕಿನ್ನರ ಇಂಡುವಳ್ಳಿಯಲ್ಲಿ ರೈಲ್ವೆ ನಿಲ್ದಾಣಕ್ಕೆ ಹೆಸರಿಡಬೇಕು ಎಂದು ಒತ್ತಾಯಿಸಿ ಸಲ್ಲಿಸಿದ ಮನವಿ	[317, 1854, 583, 1864]
